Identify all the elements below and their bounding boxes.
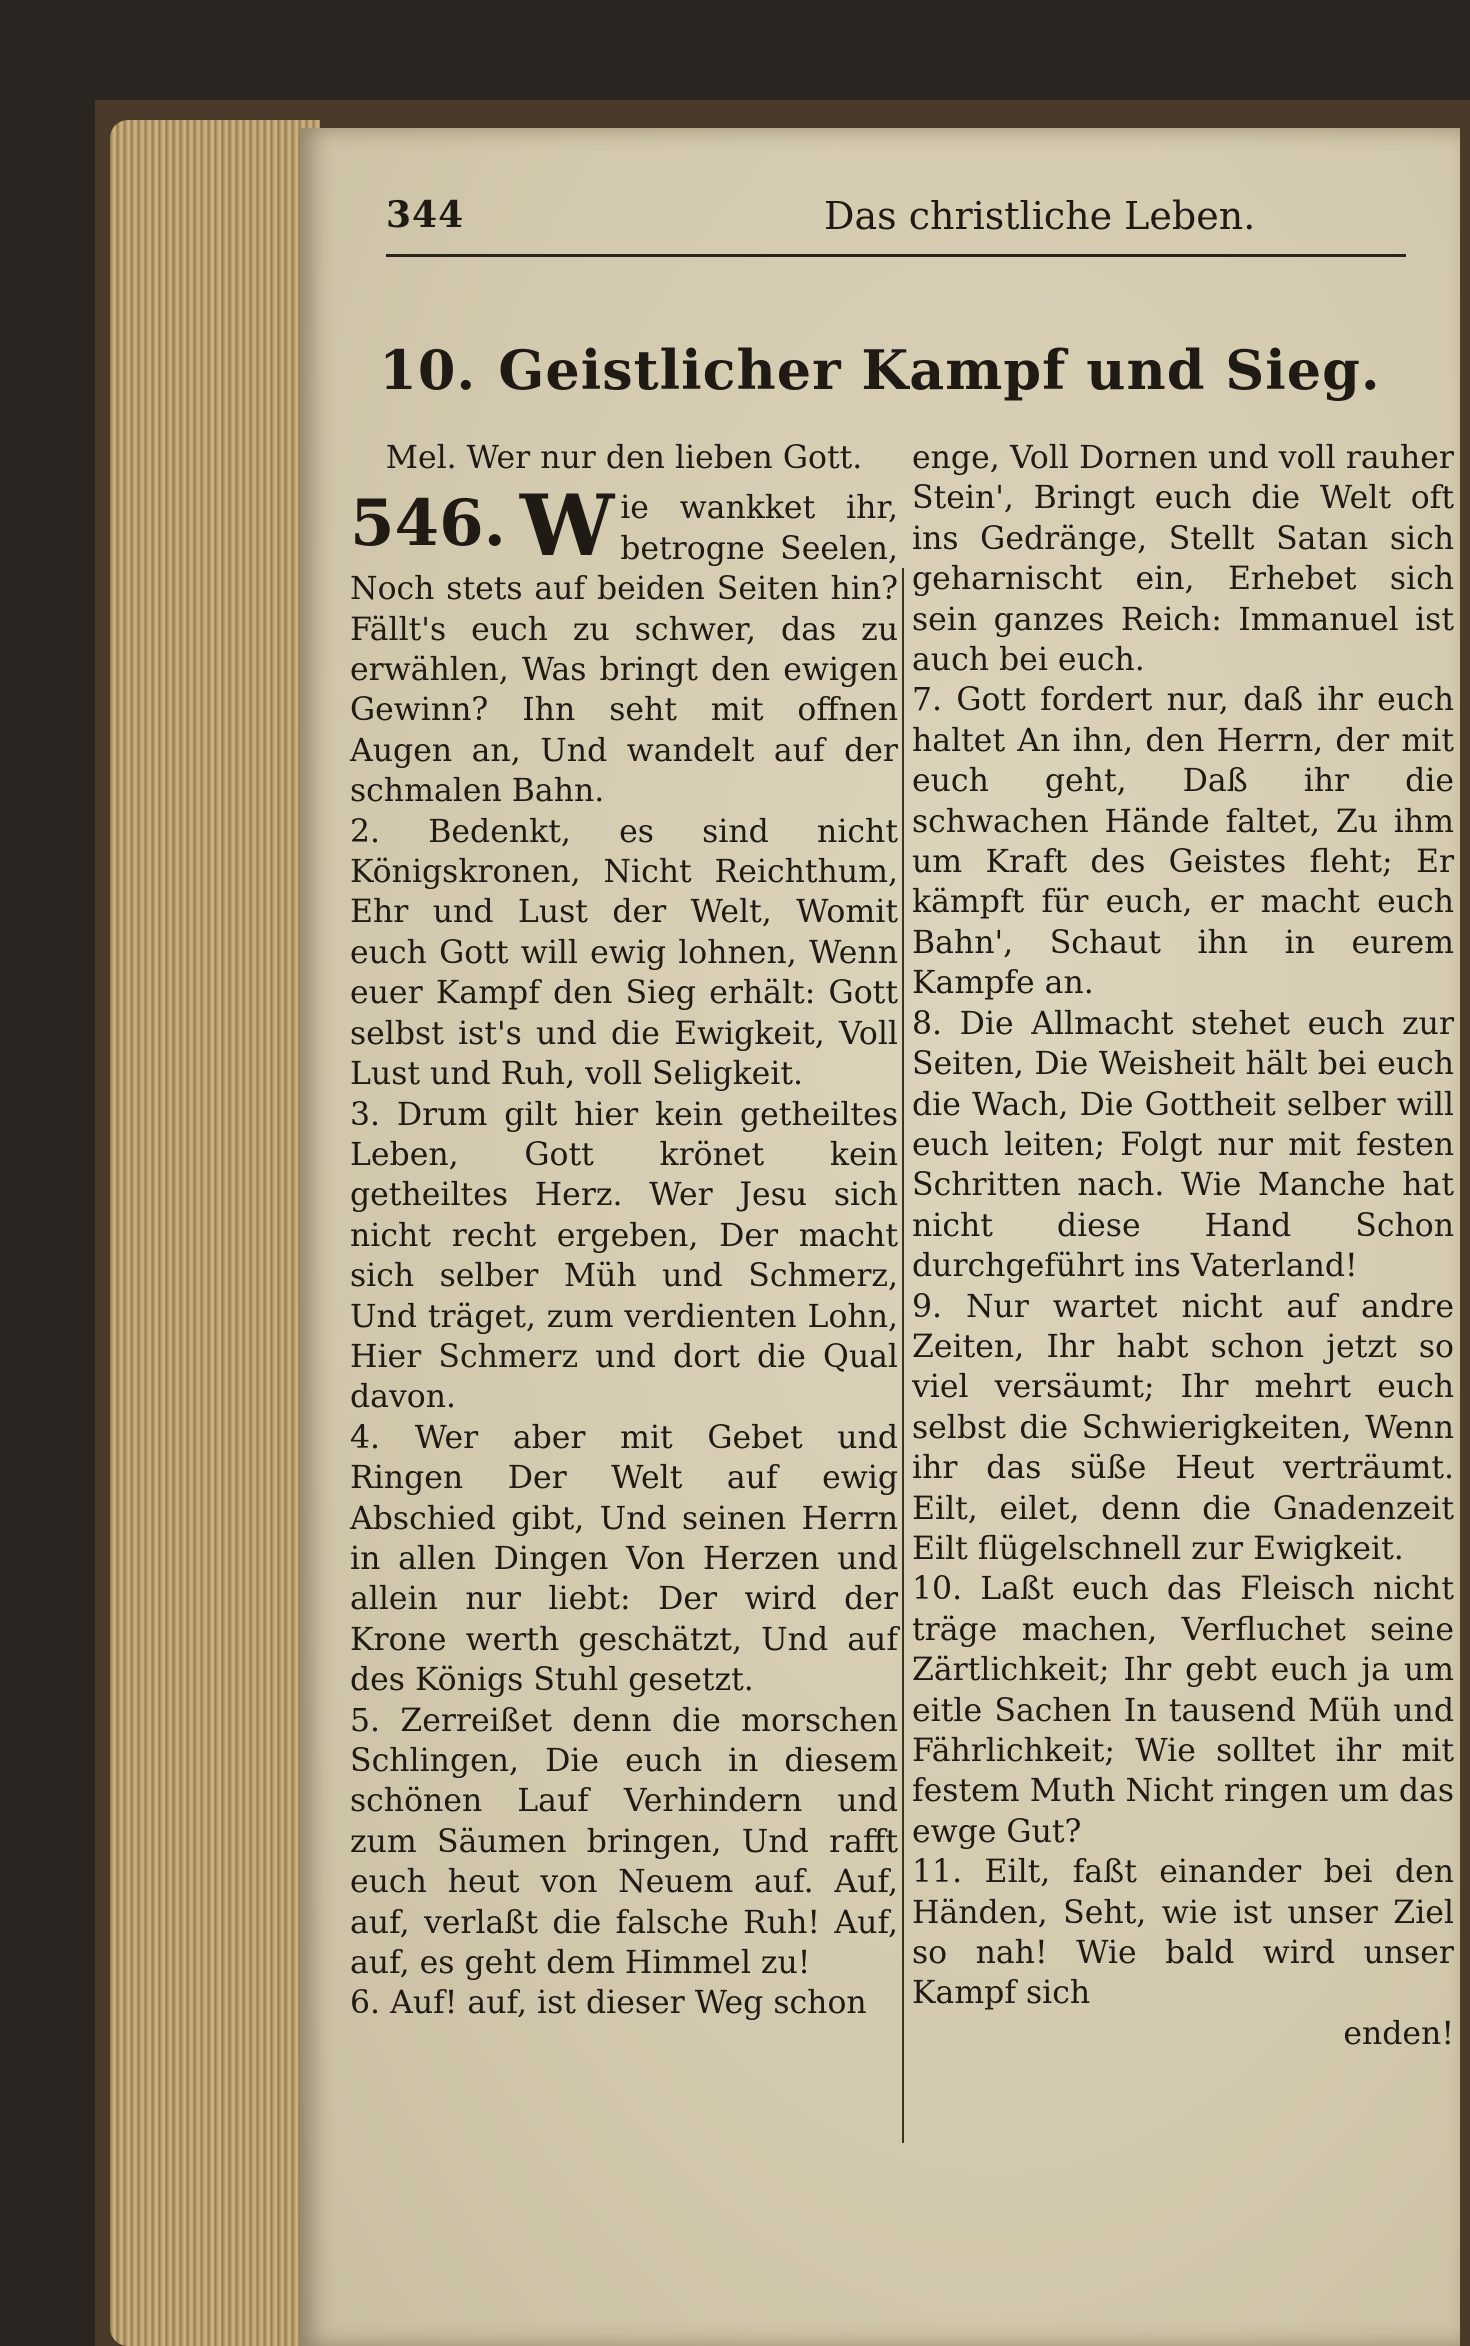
stanza-6-start: 6. Auf! auf, ist dieser Weg schon [350, 1985, 867, 2022]
page-number: 344 [386, 194, 465, 236]
melody-line: Mel. Wer nur den lieben Gott. [385, 440, 863, 476]
stanza-1: ie wankket ihr, betrogne Seelen, Noch stets auf beiden Seiten hin? Fällt's euch zu schwer, das zu erwählen, Was bringt den ewigen Gewinn? Ihn seht mit offnen Augen an, Und wandelt auf der schmalen Bahn. [350, 490, 898, 810]
stanza-11-end: enden! [1343, 2015, 1454, 2052]
right-column [912, 438, 1454, 2054]
stanza-3: 3. Drum gilt hier kein getheiltes Leben, Gott krönet kein getheiltes Herz. Wer Jesu sich nicht recht ergeben, Der macht sich selber Müh und Schmerz, Und träget, zum verdienten Lohn, Hier Schmerz und dort die Qual davon. [350, 1096, 898, 1416]
stanza-7: 7. Gott fordert nur, daß ihr euch haltet An ihn, den Herrn, der mit euch geht, Daß ihr die schwachen Hände faltet, Zu ihm um Kraft des Geistes fleht; Er kämpft für euch, er macht euch Bahn', Schaut ihn in eurem Kampfe an. [912, 682, 1454, 1002]
section-title-text: Geistlicher Kampf und Sieg. [498, 338, 1381, 402]
left-column [350, 438, 898, 2024]
hymn-opening [350, 476, 898, 811]
stanza-9: 9. Nur wartet nicht auf andre Zeiten, Ihr habt schon jetzt so viel versäumt; Ihr mehrt euch selbst die Schwierigkeiten, Wenn ihr das süße Heut verträumt. Eilt, eilet, denn die Gnadenzeit Eilt flügelschnell zur Ewigkeit. [912, 1288, 1454, 1567]
page-header [386, 188, 1406, 257]
drop-cap: W [519, 476, 615, 576]
stanza-10: 10. Laßt euch das Fleisch nicht träge machen, Verfluchet seine Zärtlichkeit; Ihr gebt euch ja um eitle Sachen In tausend Müh und Fährlichkeit; Wie solltet ihr mit festem Muth Nicht ringen um das ewge Gut? [912, 1571, 1454, 1850]
section-title [300, 338, 1460, 402]
stanza-6-continued: enge, Voll Dornen und voll rauher Stein', Bringt euch die Welt oft ins Gedränge, Stellt Satan sich geharnischt ein, Erhebet sich sein ganzes Reich: Immanuel ist auch bei euch. [912, 440, 1454, 679]
page-block-edge [110, 120, 320, 2346]
column-divider [902, 568, 904, 2143]
stanza-2: 2. Bedenkt, es sind nicht Königskronen, Nicht Reichthum, Ehr und Lust der Welt, Womit euch Gott will ewig lohnen, Wenn euer Kampf den Sieg erhält: Gott selbst ist's und die Ewigkeit, Voll Lust und Ruh, voll Seligkeit. [350, 813, 898, 1093]
book-page [300, 128, 1460, 2346]
hymn-number: 546. [350, 486, 506, 562]
stanza-4: 4. Wer aber mit Gebet und Ringen Der Welt auf ewig Abschied gibt, Und seinen Herrn in allen Dingen Von Herzen und allein nur liebt: Der wird der Krone werth geschätzt, Und auf des Königs Stuhl gesetzt. [350, 1419, 898, 1699]
running-head: Das christliche Leben. [824, 194, 1256, 238]
stanza-11: 11. Eilt, faßt einander bei den Händen, Seht, wie ist unser Ziel so nah! Wie bald wird unser Kampf sich [912, 1854, 1454, 2012]
stanza-8: 8. Die Allmacht stehet euch zur Seiten, Die Weisheit hält bei euch die Wach, Die Gottheit selber will euch leiten; Folgt nur mit festen Schritten nach. Wie Manche hat nicht diese Hand Schon durchgeführt ins Vaterland! [912, 1005, 1454, 1285]
section-number: 10. [379, 338, 477, 402]
stanza-5: 5. Zerreißet denn die morschen Schlingen, Die euch in diesem schönen Lauf Verhindern und zum Säumen bringen, Und rafft euch heut von Neuem auf. Auf, auf, verlaßt die falsche Ruh! Auf, auf, es geht dem Himmel zu! [350, 1702, 898, 1982]
